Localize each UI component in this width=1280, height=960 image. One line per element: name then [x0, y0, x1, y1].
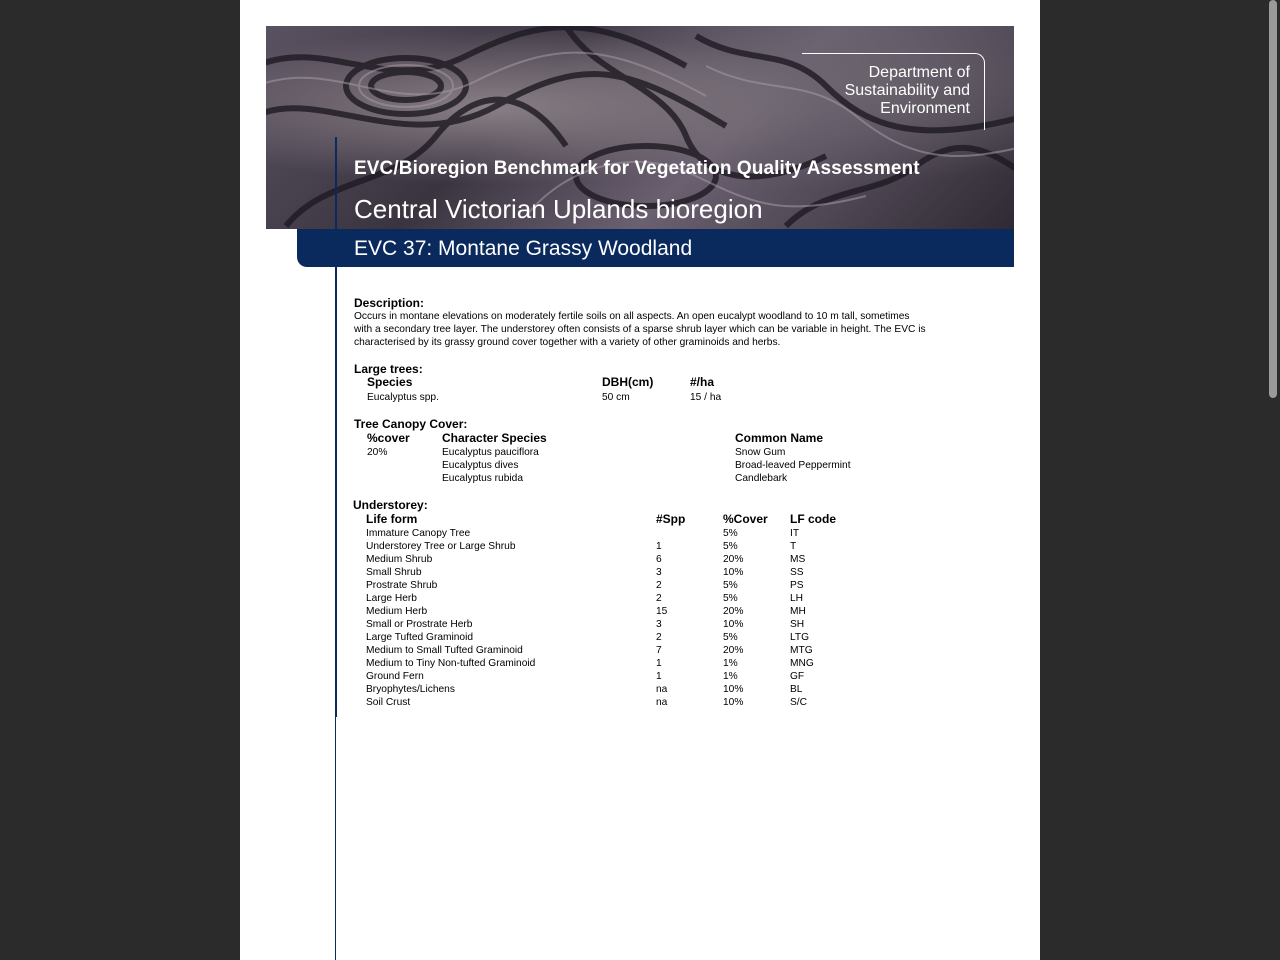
evc-title: EVC 37: Montane Grassy Woodland	[354, 237, 693, 260]
lfcode-cell: SS	[790, 567, 804, 578]
description-line: with a secondary tree layer. The understorey often consists of a sparse shrub layer which can be variable in height. The EVC is	[354, 324, 926, 335]
canopy-col-cover: %cover	[367, 431, 410, 445]
cover-cell: 1%	[723, 658, 738, 669]
canopy-species: Eucalyptus rubida	[442, 473, 523, 484]
canopy-common-name: Candlebark	[735, 473, 788, 484]
bioregion-title: Central Victorian Uplands bioregion	[354, 194, 763, 224]
canopy-cover-value: 20%	[367, 447, 388, 458]
large-tree-dbh: 50 cm	[602, 392, 630, 403]
description-line: characterised by its grassy ground cover together with a variety of other graminoids and herbs.	[354, 337, 781, 348]
lifeform-cell: Medium to Small Tufted Graminoid	[366, 645, 523, 656]
lifeform-cell: Small or Prostrate Herb	[366, 619, 473, 630]
cover-cell: 5%	[723, 541, 738, 552]
lfcode-cell: BL	[790, 684, 803, 695]
spp-cell: 1	[656, 658, 662, 669]
description-line: Occurs in montane elevations on moderately fertile soils on all aspects. An open eucalypt woodland to 10 m tall, sometimes	[354, 311, 910, 322]
lifeform-cell: Small Shrub	[366, 567, 422, 578]
cover-cell: 5%	[723, 632, 738, 643]
document-title: EVC/Bioregion Benchmark for Vegetation Quality Assessment	[354, 158, 920, 179]
lifeform-cell: Large Herb	[366, 593, 417, 604]
canopy-common-name: Snow Gum	[735, 447, 786, 458]
lfcode-cell: SH	[790, 619, 805, 630]
spp-cell: 2	[656, 593, 662, 604]
understorey-col-cover: %Cover	[723, 512, 768, 526]
large-trees-heading: Large trees:	[354, 362, 423, 376]
lfcode-cell: LTG	[790, 632, 810, 643]
lfcode-cell: MS	[790, 554, 806, 565]
spp-cell: 3	[656, 567, 662, 578]
department-line: Department of	[868, 64, 970, 81]
cover-cell: 1%	[723, 671, 738, 682]
canopy-col-common: Common Name	[735, 431, 824, 445]
lifeform-cell: Understorey Tree or Large Shrub	[366, 541, 516, 552]
lifeform-cell: Large Tufted Graminoid	[366, 632, 474, 643]
document-page	[240, 0, 1040, 960]
evc-title-bar	[297, 229, 1014, 267]
spp-cell: 15	[656, 606, 668, 617]
cover-cell: 5%	[723, 580, 738, 591]
description-heading: Description:	[354, 296, 425, 310]
canopy-species: Eucalyptus dives	[442, 460, 519, 471]
lfcode-cell: PS	[790, 580, 804, 591]
lfcode-cell: MTG	[790, 645, 813, 656]
lifeform-cell: Bryophytes/Lichens	[366, 684, 455, 695]
lifeform-cell: Medium Shrub	[366, 554, 433, 565]
cover-cell: 10%	[723, 697, 744, 708]
viewer-scrollbar[interactable]	[1269, 0, 1277, 398]
cover-cell: 20%	[723, 554, 744, 565]
cover-cell: 10%	[723, 567, 744, 578]
canopy-common-name: Broad-leaved Peppermint	[735, 460, 851, 471]
large-tree-density: 15 / ha	[690, 392, 722, 403]
spp-cell: 6	[656, 554, 662, 565]
spp-cell: na	[656, 697, 668, 708]
cover-cell: 10%	[723, 619, 744, 630]
large-tree-species: Eucalyptus spp.	[367, 392, 439, 403]
understorey-heading: Understorey:	[353, 498, 428, 512]
spp-cell: 7	[656, 645, 662, 656]
spp-cell: 1	[656, 671, 662, 682]
lfcode-cell: T	[790, 541, 797, 552]
lfcode-cell: GF	[790, 671, 805, 682]
lifeform-cell: Soil Crust	[366, 697, 411, 708]
cover-cell: 5%	[723, 528, 738, 539]
spp-cell: 2	[656, 580, 662, 591]
understorey-col-lfcode: LF code	[790, 512, 837, 526]
cover-cell: 10%	[723, 684, 744, 695]
department-logo-text	[845, 64, 970, 118]
lifeform-cell: Immature Canopy Tree	[366, 528, 471, 539]
canopy-heading: Tree Canopy Cover:	[354, 417, 468, 431]
understorey-col-lifeform: Life form	[366, 512, 418, 526]
large-trees-col-dbh: DBH(cm)	[602, 375, 654, 389]
spp-cell: na	[656, 684, 668, 695]
department-line: Sustainability and	[844, 82, 970, 99]
large-trees-col-density: #/ha	[690, 375, 715, 389]
lfcode-cell: MH	[790, 606, 806, 617]
lfcode-cell: S/C	[790, 697, 807, 708]
header-banner-image	[266, 26, 1014, 229]
cover-cell: 20%	[723, 645, 744, 656]
cover-cell: 20%	[723, 606, 744, 617]
large-trees-col-species: Species	[367, 375, 413, 389]
cover-cell: 5%	[723, 593, 738, 604]
canopy-species: Eucalyptus pauciflora	[442, 447, 539, 458]
lifeform-cell: Ground Fern	[366, 671, 424, 682]
margin-rule-lower	[335, 717, 336, 960]
spp-cell: 3	[656, 619, 662, 630]
lifeform-cell: Medium to Tiny Non-tufted Graminoid	[366, 658, 536, 669]
lfcode-cell: IT	[790, 528, 800, 539]
lfcode-cell: MNG	[790, 658, 814, 669]
understorey-col-spp: #Spp	[656, 512, 686, 526]
department-line: Environment	[880, 100, 970, 117]
canopy-col-species: Character Species	[442, 431, 547, 445]
lfcode-cell: LH	[790, 593, 804, 604]
spp-cell: 2	[656, 632, 662, 643]
lifeform-cell: Medium Herb	[366, 606, 428, 617]
spp-cell: 1	[656, 541, 662, 552]
lifeform-cell: Prostrate Shrub	[366, 580, 438, 591]
margin-rule	[335, 137, 337, 717]
